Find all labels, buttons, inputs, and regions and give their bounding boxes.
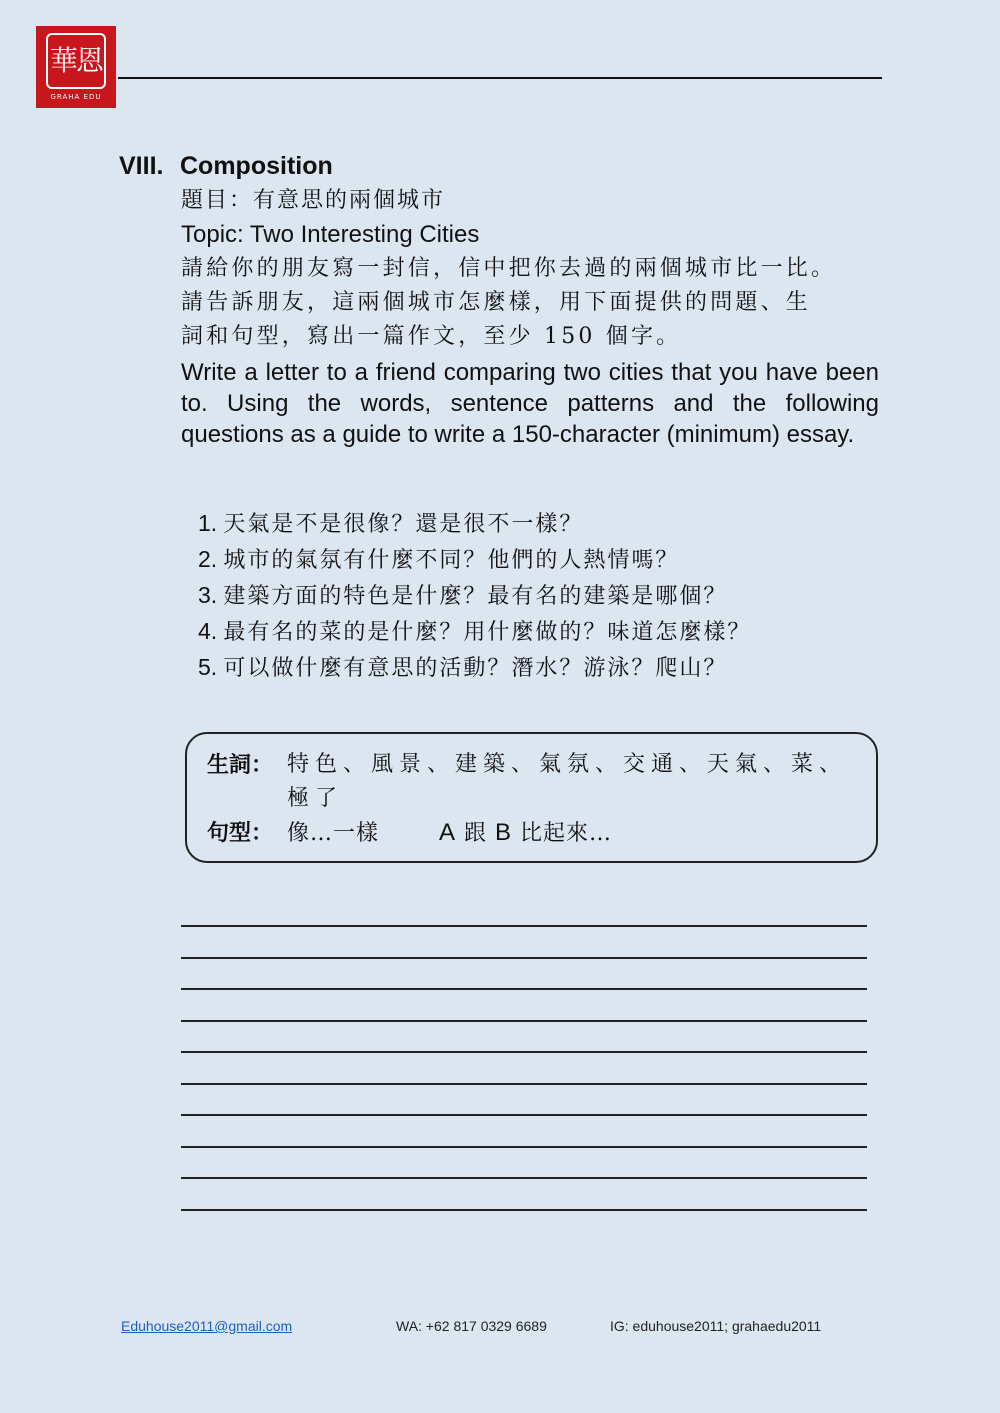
question-text: 建築方面的特色是什麼？最有名的建築是哪個？: [223, 584, 728, 609]
footer-email-link[interactable]: Eduhouse2011@gmail.com: [121, 1318, 293, 1334]
writing-line[interactable]: [181, 1148, 867, 1180]
question-item: [198, 578, 751, 614]
pattern-a: 像…一樣: [287, 821, 380, 846]
vocab-row: [207, 748, 852, 816]
question-item: [198, 506, 751, 542]
writing-line[interactable]: [181, 990, 867, 1022]
question-number: 5.: [198, 654, 218, 680]
vocab-label: 生詞：: [207, 752, 274, 778]
logo-text: GRAHA EDU: [50, 93, 102, 101]
question-text: 城市的氣氛有什麼不同？他們的人熱情嗎？: [223, 548, 680, 573]
writing-line[interactable]: [181, 1179, 867, 1211]
question-item: [198, 542, 751, 578]
logo-seal: 華恩: [46, 33, 106, 89]
question-number: 2.: [198, 546, 218, 572]
header-rule: [118, 77, 882, 79]
vocab-box: [185, 732, 878, 863]
footer-instagram: IG: eduhouse2011; grahaedu2011: [610, 1318, 822, 1334]
pattern-row: [207, 816, 852, 851]
instructions-en: Write a letter to a friend comparing two cities that you have been to. Using the words, sentence patterns and the following questions as a guide to write a 150-character (minimum) essay.: [181, 359, 879, 448]
section-name: Composition: [180, 152, 333, 180]
vocab-words: 特色、風景、建築、氣氛、交通、天氣、菜、極了: [287, 752, 848, 811]
instructions: [181, 184, 879, 450]
instructions-zh: [181, 252, 879, 354]
instruction-zh-line: 詞和句型，寫出一篇作文，至少 150 個字。: [181, 324, 682, 349]
pattern-text: [287, 816, 612, 851]
writing-line[interactable]: [181, 1053, 867, 1085]
question-text: 最有名的菜的是什麼？用什麼做的？味道怎麼樣？: [223, 620, 752, 645]
writing-line[interactable]: [181, 1085, 867, 1117]
pattern-b: A 跟 B 比起來…: [439, 819, 613, 846]
footer-whatsapp: WA: +62 817 0329 6689: [396, 1318, 547, 1334]
writing-area[interactable]: [181, 925, 867, 1211]
question-number: 4.: [198, 618, 218, 644]
question-item: [198, 614, 751, 650]
writing-line[interactable]: [181, 959, 867, 991]
question-text: 天氣是不是很像？還是很不一樣？: [223, 512, 584, 537]
writing-line[interactable]: [181, 927, 867, 959]
question-number: 3.: [198, 582, 218, 608]
writing-line[interactable]: [181, 1022, 867, 1054]
logo: [36, 26, 116, 108]
instruction-zh-line: 請給你的朋友寫一封信，信中把你去過的兩個城市比一比。: [181, 256, 837, 281]
question-list: [198, 506, 751, 686]
instruction-zh-line: 請告訴朋友，這兩個城市怎麼樣，用下面提供的問題、生: [181, 290, 812, 315]
section-number: VIII.: [119, 152, 164, 180]
question-text: 可以做什麼有意思的活動？潛水？游泳？爬山？: [223, 656, 728, 681]
writing-line[interactable]: [181, 1116, 867, 1148]
pattern-label: 句型：: [207, 820, 274, 846]
question-number: 1.: [198, 510, 218, 536]
topic-en: Topic: Two Interesting Cities: [181, 221, 480, 248]
topic-zh: 題目：有意思的兩個城市: [181, 188, 446, 213]
question-item: [198, 650, 751, 686]
section-title: [119, 152, 333, 181]
